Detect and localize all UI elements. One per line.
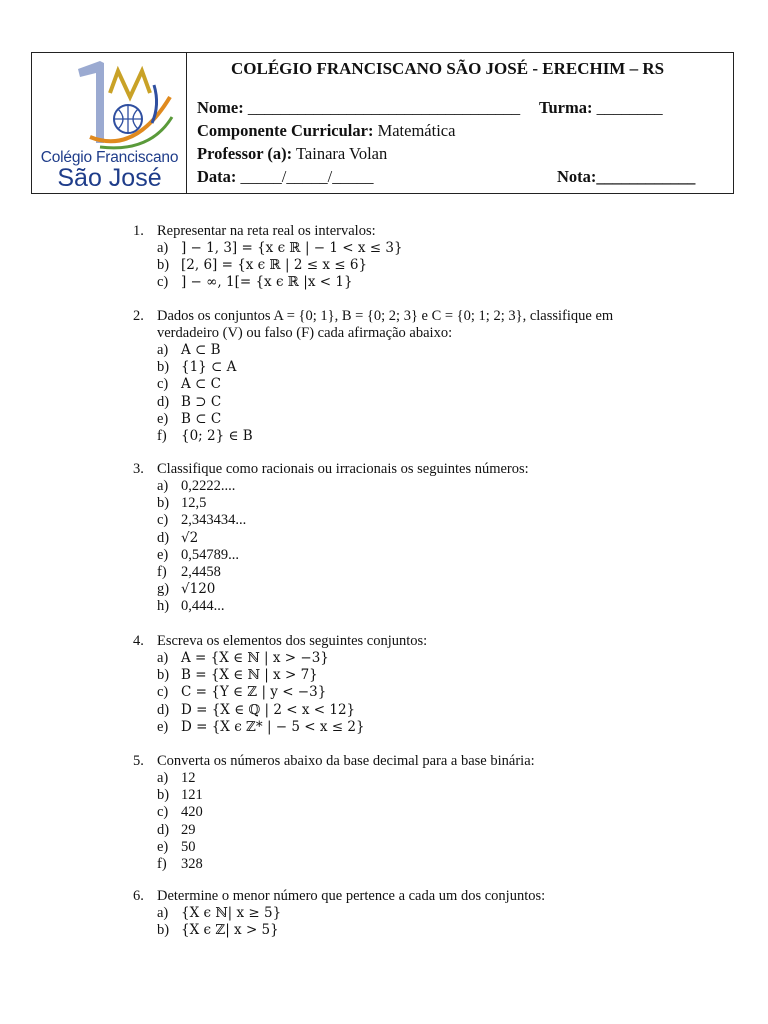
nome-label: Nome: bbox=[197, 98, 244, 117]
item-label: b) bbox=[157, 359, 170, 376]
item-label: e) bbox=[157, 838, 169, 855]
logo-text-line1: Colégio Franciscano bbox=[40, 149, 179, 166]
list-item bbox=[157, 376, 673, 393]
list-item bbox=[157, 274, 673, 291]
list-item bbox=[157, 394, 673, 411]
componente-value: Matemática bbox=[377, 121, 456, 140]
question-text: Determine o menor número que pertence a cada um dos conjuntos: bbox=[157, 888, 546, 904]
item-label: a) bbox=[157, 770, 169, 786]
item-text: 2,4458 bbox=[181, 563, 221, 580]
question-3 bbox=[133, 461, 673, 616]
question-number: 6. bbox=[133, 888, 144, 904]
school-crest-icon bbox=[60, 57, 180, 157]
item-label: b) bbox=[157, 257, 170, 274]
list-item bbox=[157, 428, 673, 445]
item-label: c) bbox=[157, 804, 169, 821]
header-box bbox=[31, 52, 734, 194]
item-label: d) bbox=[157, 529, 170, 546]
professor-row bbox=[197, 144, 387, 164]
item-text: B = {X ∈ ℕ | x > 7} bbox=[181, 667, 318, 684]
item-text: A = {X ∈ ℕ | x > −3} bbox=[181, 650, 329, 666]
item-label: a) bbox=[157, 650, 169, 666]
question-text: Escreva os elementos dos seguintes conjuntos: bbox=[157, 633, 428, 649]
item-text: ] − ∞, 1[= {x ϵ ℝ |x < 1} bbox=[181, 274, 353, 291]
list-item bbox=[157, 598, 673, 615]
list-item bbox=[157, 684, 673, 701]
school-title: COLÉGIO FRANCISCANO SÃO JOSÉ - ERECHIM – RS bbox=[231, 59, 665, 78]
item-text: {X ϵ ℤ| x > 5} bbox=[181, 922, 279, 939]
item-text: 328 bbox=[181, 855, 203, 872]
item-label: b) bbox=[157, 495, 170, 512]
list-item bbox=[157, 650, 673, 667]
item-label: c) bbox=[157, 684, 169, 701]
nota-blank: ____________ bbox=[596, 167, 696, 186]
item-label: f) bbox=[157, 427, 167, 444]
logo-text-line2: São José bbox=[57, 164, 162, 192]
list-item bbox=[157, 512, 673, 529]
item-text: ] − 1, 3] = {x ϵ ℝ | − 1 < x ≤ 3} bbox=[181, 240, 403, 256]
list-item bbox=[157, 905, 673, 922]
item-label: d) bbox=[157, 393, 170, 410]
item-label: f) bbox=[157, 563, 167, 580]
question-number: 4. bbox=[133, 633, 144, 649]
list-item bbox=[157, 667, 673, 684]
item-text: 2,343434... bbox=[181, 512, 247, 529]
item-text: √120 bbox=[181, 581, 216, 598]
question-number: 1. bbox=[133, 223, 144, 239]
list-item bbox=[157, 411, 673, 428]
item-label: d) bbox=[157, 701, 170, 718]
item-text: A ⊂ B bbox=[181, 342, 221, 358]
professor-label: Professor (a): bbox=[197, 144, 293, 163]
list-item bbox=[157, 240, 673, 257]
list-item bbox=[157, 564, 673, 581]
item-text: √2 bbox=[181, 529, 199, 546]
item-label: d) bbox=[157, 821, 170, 838]
item-text: {1} ⊂ A bbox=[181, 359, 237, 376]
item-label: c) bbox=[157, 512, 169, 529]
question-number: 3. bbox=[133, 461, 144, 477]
item-text: 121 bbox=[181, 787, 203, 804]
question-text: Converta os números abaixo da base decimal para a base binária: bbox=[157, 753, 535, 769]
list-item bbox=[157, 495, 673, 512]
item-text: 29 bbox=[181, 821, 196, 838]
item-label: a) bbox=[157, 240, 169, 256]
item-label: b) bbox=[157, 667, 170, 684]
item-text: 12 bbox=[181, 770, 196, 786]
header-info bbox=[197, 53, 733, 193]
item-label: c) bbox=[157, 376, 169, 393]
list-item bbox=[157, 359, 673, 376]
nome-row bbox=[197, 98, 520, 118]
question-1 bbox=[133, 223, 673, 292]
school-logo bbox=[32, 53, 187, 193]
item-label: f) bbox=[157, 855, 167, 872]
item-label: e) bbox=[157, 546, 169, 563]
item-label: e) bbox=[157, 410, 169, 427]
question-2 bbox=[133, 308, 673, 445]
item-label: c) bbox=[157, 274, 169, 291]
question-text: Dados os conjuntos A = {0; 1}, B = {0; 2; 3} e C = {0; 1; 2; 3}, classifique em verdadeiro (V) ou falso (F) cada afirmação abaixo: bbox=[157, 308, 614, 341]
list-item bbox=[157, 342, 673, 359]
question-text: Classifique como racionais ou irracionais os seguintes números: bbox=[157, 461, 529, 477]
question-5 bbox=[133, 753, 673, 873]
professor-value: Tainara Volan bbox=[295, 144, 388, 163]
item-text: B ⊃ C bbox=[181, 393, 222, 410]
item-text: C = {Y ∈ ℤ | y < −3} bbox=[181, 684, 327, 701]
item-text: A ⊂ C bbox=[181, 376, 221, 393]
item-text: 0,2222.... bbox=[181, 478, 236, 494]
list-item bbox=[157, 702, 673, 719]
item-label: a) bbox=[157, 342, 169, 358]
turma-label: Turma: bbox=[539, 98, 593, 117]
question-6 bbox=[133, 888, 673, 939]
item-label: b) bbox=[157, 787, 170, 804]
list-item bbox=[157, 530, 673, 547]
item-label: a) bbox=[157, 478, 169, 494]
nota-row bbox=[557, 167, 695, 187]
nota-label: Nota: bbox=[557, 167, 597, 186]
item-label: e) bbox=[157, 718, 169, 735]
list-item bbox=[157, 839, 673, 856]
item-text: {X ϵ ℕ| x ≥ 5} bbox=[181, 905, 282, 921]
item-text: 0,54789... bbox=[181, 546, 239, 563]
data-blank: _____/_____/_____ bbox=[240, 167, 374, 186]
item-label: b) bbox=[157, 922, 170, 939]
list-item bbox=[157, 581, 673, 598]
item-text: 0,444... bbox=[181, 598, 225, 615]
item-label: h) bbox=[157, 598, 170, 615]
item-label: g) bbox=[157, 581, 170, 598]
list-item bbox=[157, 547, 673, 564]
list-item bbox=[157, 822, 673, 839]
question-4 bbox=[133, 633, 673, 736]
item-text: {0; 2} ∈ B bbox=[181, 427, 253, 444]
list-item bbox=[157, 770, 673, 787]
turma-row bbox=[539, 98, 663, 118]
item-label: a) bbox=[157, 905, 169, 921]
item-text: [2, 6] = {x ϵ ℝ | 2 ≤ x ≤ 6} bbox=[181, 257, 368, 274]
list-item bbox=[157, 856, 673, 873]
item-text: D = {X ϵ ℤ* | − 5 < x ≤ 2} bbox=[181, 718, 365, 735]
item-text: D = {X ∈ ℚ | 2 < x < 12} bbox=[181, 701, 356, 718]
nome-blank: _________________________________ bbox=[247, 98, 521, 117]
question-number: 2. bbox=[133, 308, 144, 324]
componente-label: Componente Curricular: bbox=[197, 121, 374, 140]
item-text: B ⊂ C bbox=[181, 410, 222, 427]
list-item bbox=[157, 719, 673, 736]
list-item bbox=[157, 478, 673, 495]
list-item bbox=[157, 804, 673, 821]
item-text: 50 bbox=[181, 838, 196, 855]
componente-row bbox=[197, 121, 455, 141]
list-item bbox=[157, 922, 673, 939]
list-item bbox=[157, 787, 673, 804]
question-text: Representar na reta real os intervalos: bbox=[157, 223, 376, 239]
item-text: 420 bbox=[181, 804, 203, 821]
turma-blank: ________ bbox=[596, 98, 663, 117]
list-item bbox=[157, 257, 673, 274]
data-label: Data: bbox=[197, 167, 237, 186]
question-number: 5. bbox=[133, 753, 144, 769]
item-text: 12,5 bbox=[181, 495, 207, 512]
data-row bbox=[197, 167, 373, 187]
